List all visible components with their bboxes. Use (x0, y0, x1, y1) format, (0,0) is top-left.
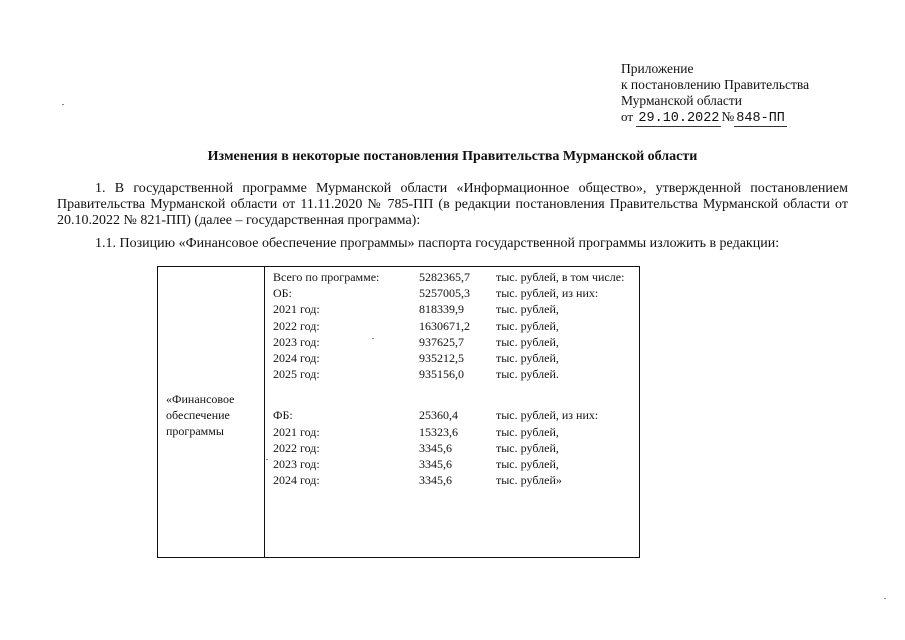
row-name: 2021 год: (273, 302, 320, 317)
appendix-block (621, 61, 809, 127)
row-value: 818339,9 (419, 302, 464, 317)
row-name: 2023 год: (273, 334, 320, 349)
row-value: 5282365,7 (419, 270, 470, 284)
scan-speck (884, 598, 886, 599)
scan-speck (372, 338, 374, 339)
scan-speck (266, 459, 268, 460)
row-unit: тыс. рублей. (496, 367, 559, 382)
table-column-divider (264, 267, 265, 557)
row-unit: тыс. рублей, в том числе: (496, 270, 625, 284)
row-value: 15323,6 (419, 424, 458, 439)
row-name: 2025 год: (273, 367, 320, 382)
number-stamp: 848-ПП (736, 111, 785, 126)
row-value: 3345,6 (419, 473, 452, 488)
row-unit: тыс. рублей, (496, 318, 559, 333)
row-value: 3345,6 (419, 440, 452, 455)
row-name: 2022 год: (273, 318, 320, 333)
document-title: Изменения в некоторые постановления Правительства Мурманской области (207, 149, 698, 164)
row-unit: тыс. рублей, из них: (496, 408, 599, 423)
paragraph-1: 1. В государственной программе Мурманской области «Информационное общество», утвержденной постановлением Правительства Мурманской области от 11.11.2020 № 785-ПП (в редакции постановления Правительства Мурманской области от 20.10.2022 № 821-ПП) (далее – государственная программа): (57, 181, 848, 228)
row-name: ФБ: (273, 408, 293, 423)
row-name: 2024 год: (273, 473, 320, 488)
row-value: 25360,4 (419, 408, 458, 423)
row-value: 935156,0 (419, 367, 464, 382)
row-unit: тыс. рублей, (496, 302, 559, 317)
row-name: ОБ: (273, 286, 292, 301)
date-stamp: 29.10.2022 (638, 111, 720, 126)
appendix-date-line (621, 109, 809, 127)
row-unit: тыс. рублей, (496, 350, 559, 365)
row-unit: тыс. рублей» (496, 473, 562, 488)
row-name: 2024 год: (273, 350, 320, 365)
row-unit: тыс. рублей, из них: (496, 286, 599, 301)
row-value: 935212,5 (419, 350, 464, 365)
row-name: 2021 год: (273, 424, 320, 439)
row-value: 937625,7 (419, 334, 464, 349)
row-unit: тыс. рублей, (496, 334, 559, 349)
table-label-cell: «Финансовое обеспечение программы (166, 392, 235, 438)
scan-speck (62, 104, 64, 105)
appendix-region-line: Мурманской области (621, 93, 742, 108)
row-name: 2023 год: (273, 456, 320, 471)
row-name: Всего по программе: (273, 270, 380, 284)
row-value: 1630671,2 (419, 318, 470, 333)
row-unit: тыс. рублей, (496, 440, 559, 455)
appendix-resolution-line: к постановлению Правительства (621, 77, 810, 92)
number-prefix: № (721, 109, 735, 124)
row-unit: тыс. рублей, (496, 424, 559, 439)
date-prefix: от (621, 109, 634, 124)
row-value: 3345,6 (419, 456, 452, 471)
financing-table (157, 266, 640, 558)
paragraph-1-1: 1.1. Позицию «Финансовое обеспечение программы» паспорта государственной программы изложить в редакции: (95, 236, 780, 251)
appendix-heading: Приложение (621, 61, 694, 76)
row-unit: тыс. рублей, (496, 456, 559, 471)
row-value: 5257005,3 (419, 286, 470, 301)
row-name: 2022 год: (273, 440, 320, 455)
